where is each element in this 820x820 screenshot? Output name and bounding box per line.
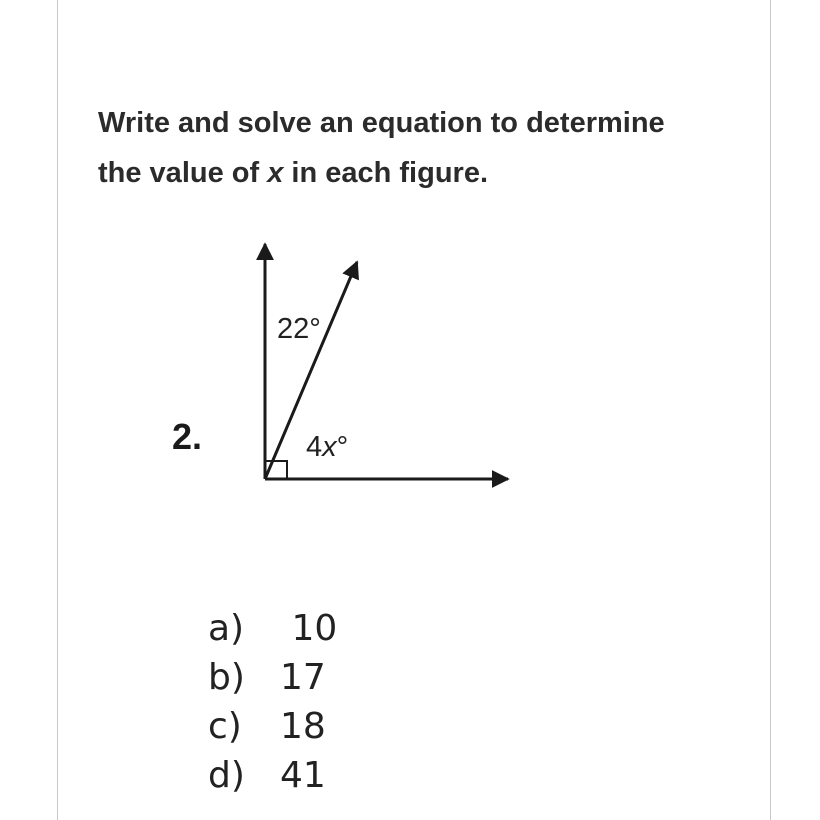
choice-letter: d) (208, 755, 245, 796)
choice-b[interactable] (208, 653, 337, 702)
prompt-line-2-end: in each figure. (283, 157, 489, 189)
choice-letter: c) (208, 706, 242, 747)
choice-c[interactable] (208, 702, 337, 751)
choice-value: 18 (280, 706, 326, 747)
angle-figure (240, 230, 530, 505)
bottom-angle-coef: 4 (306, 431, 323, 463)
prompt-variable: x (267, 157, 284, 189)
prompt-line-2 (98, 148, 738, 198)
bottom-angle-var: x (322, 431, 337, 463)
problem-number: 2. (172, 416, 203, 457)
question-prompt (98, 98, 738, 198)
answer-choices (208, 604, 337, 800)
top-angle-label: 22° (277, 313, 321, 345)
bottom-angle-deg: ° (336, 431, 349, 463)
prompt-line-1: Write and solve an equation to determine (98, 107, 665, 139)
choice-d[interactable] (208, 751, 337, 800)
choice-value: 41 (280, 755, 326, 796)
prompt-line-2-start: the value of (98, 157, 268, 189)
choice-value: 10 (280, 608, 338, 649)
choice-letter: b) (208, 657, 245, 698)
choice-value: 17 (280, 657, 326, 698)
choice-a[interactable] (208, 604, 337, 653)
bottom-angle-label (306, 431, 348, 463)
angle-diagram (240, 230, 530, 500)
choice-letter: a) (208, 608, 245, 649)
